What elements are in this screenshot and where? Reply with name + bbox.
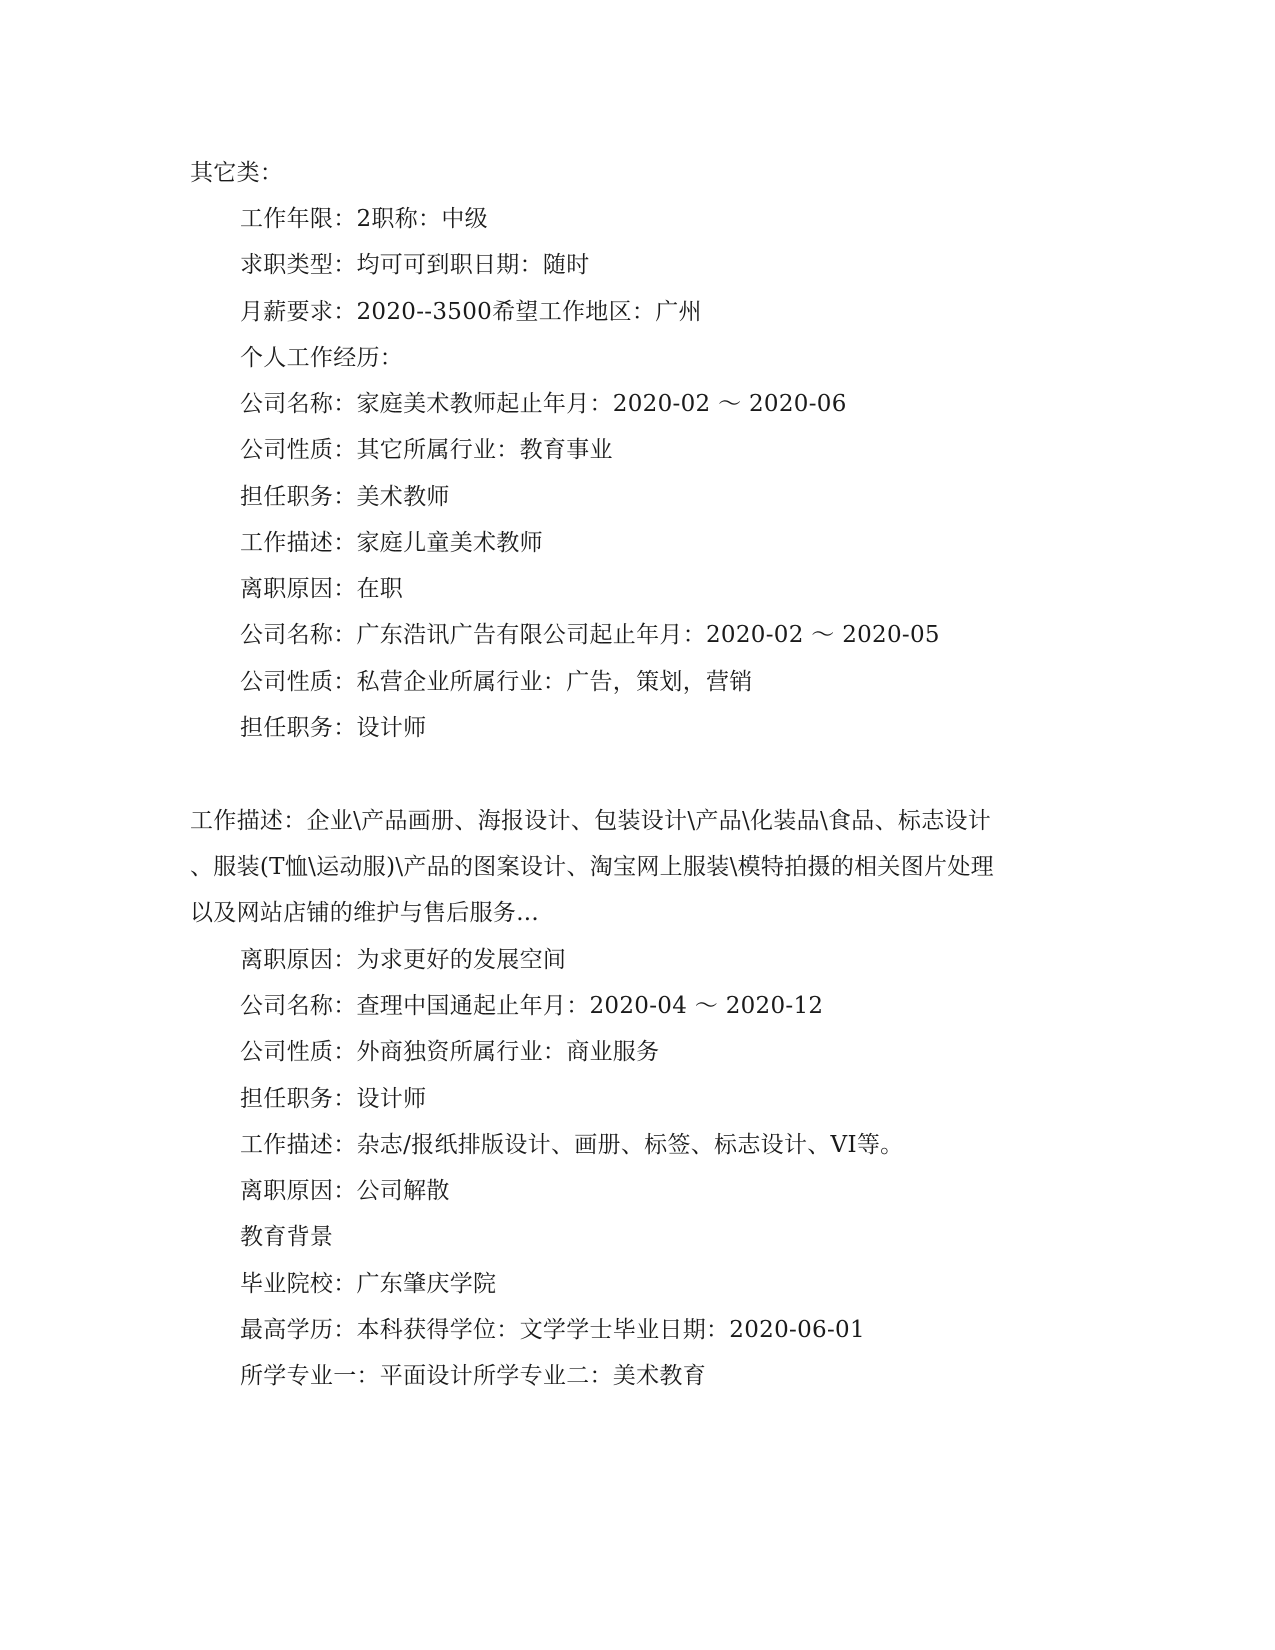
text-line: 公司性质：外商独资所属行业：商业服务 xyxy=(240,1039,660,1065)
text-line: 毕业院校：广东肇庆学院 xyxy=(240,1271,497,1297)
text-line: 公司名称：广东浩讯广告有限公司起止年月：2020-02 ～ 2020-05 xyxy=(240,622,940,648)
education-heading: 教育背景 xyxy=(240,1224,334,1250)
text-line: 所学专业一：平面设计所学专业二：美术教育 xyxy=(240,1363,706,1389)
text-line: 个人工作经历： xyxy=(240,345,404,371)
text-line: 公司性质：其它所属行业：教育事业 xyxy=(240,437,613,463)
text-line: 担任职务：设计师 xyxy=(240,715,427,741)
description-line: 、服装(T恤\运动服)\产品的图案设计、淘宝网上服装\模特拍摄的相关图片处理 xyxy=(190,854,994,880)
text-line: 公司名称：查理中国通起止年月：2020-04 ～ 2020-12 xyxy=(240,993,824,1019)
text-line: 离职原因：公司解散 xyxy=(240,1178,450,1204)
text-line: 工作年限：2职称：中级 xyxy=(240,206,488,232)
text-line: 公司名称：家庭美术教师起止年月：2020-02 ～ 2020-06 xyxy=(240,391,847,417)
section-heading: 其它类： xyxy=(190,160,284,186)
text-line: 求职类型：均可可到职日期：随时 xyxy=(240,252,590,278)
text-line: 最高学历：本科获得学位：文学学士毕业日期：2020-06-01 xyxy=(240,1317,865,1343)
text-line: 月薪要求：2020--3500希望工作地区：广州 xyxy=(240,299,702,325)
description-line: 以及网站店铺的维护与售后服务... xyxy=(190,900,540,926)
text-line: 公司性质：私营企业所属行业：广告，策划，营销 xyxy=(240,669,753,695)
text-line: 离职原因：在职 xyxy=(240,576,404,602)
text-line: 担任职务：美术教师 xyxy=(240,484,450,510)
text-line: 离职原因：为求更好的发展空间 xyxy=(240,947,567,973)
text-line: 工作描述：杂志/报纸排版设计、画册、标签、标志设计、VI等。 xyxy=(240,1132,904,1158)
description-line: 工作描述：企业\产品画册、海报设计、包装设计\产品\化装品\食品、标志设计 xyxy=(190,808,992,834)
text-line: 工作描述：家庭儿童美术教师 xyxy=(240,530,543,556)
text-line: 担任职务：设计师 xyxy=(240,1086,427,1112)
